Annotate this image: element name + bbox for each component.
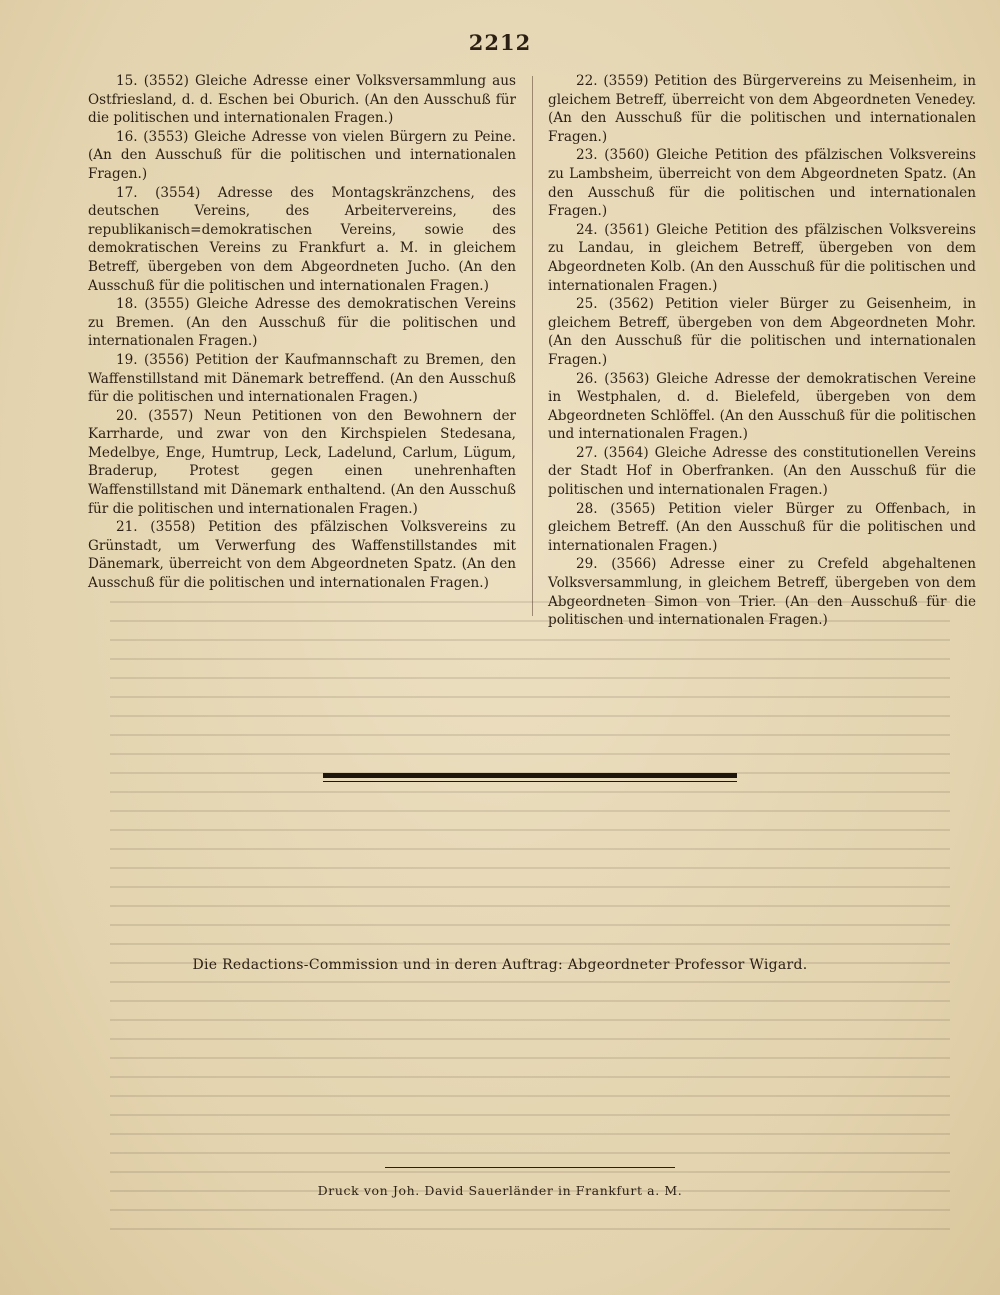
- separator-rule-thin: [323, 781, 737, 782]
- petition-entry: 26. (3563) Gleiche Adresse der demokratischen Vereine in Westphalen, d. d. Bielefeld, übergeben von dem Abgeordneten Schlöffel. (An den Ausschuß für die politischen und internationalen Fragen.): [548, 370, 976, 443]
- petition-entry: 22. (3559) Petition des Bürgervereins zu Meisenheim, in gleichem Betreff, überreicht von dem Abgeordneten Venedey. (An den Ausschuß für die politischen und internationalen Fragen.): [548, 73, 976, 145]
- petition-entry: 24. (3561) Gleiche Petition des pfälzischen Volksvereins zu Landau, in gleichem Betreff, übergeben von dem Abgeordneten Kolb. (An den Ausschuß für die politischen und internationalen Fragen.): [548, 221, 976, 294]
- page-number: 2212: [468, 30, 532, 55]
- petition-entry: 28. (3565) Petition vieler Bürger zu Offenbach, in gleichem Betreff. (An den Ausschuß für die politischen und internationalen Fragen.): [548, 500, 976, 554]
- petition-entry: 23. (3560) Gleiche Petition des pfälzischen Volksvereins zu Lambsheim, überreicht von dem Abgeordneten Spatz. (An den Ausschuß für die politischen und internationalen Fragen.): [548, 147, 976, 220]
- petition-entry: 21. (3558) Petition des pfälzischen Volksvereins zu Grünstadt, um Verwerfung des Waffenstillstandes mit Dänemark, überreicht von dem Abgeordneten Spatz. (An den Ausschuß für die politischen und internationalen Fragen.): [88, 519, 516, 592]
- right-column: [548, 72, 976, 630]
- show-through-texture: [110, 590, 950, 1230]
- printer-imprint: Druck von Joh. David Sauerländer in Frankfurt a. M.: [317, 1183, 683, 1198]
- column-divider: [532, 76, 533, 616]
- petition-entry: 29. (3566) Adresse einer zu Crefeld abgehaltenen Volksversammlung, in gleichem Betreff, übergeben von dem Abgeordneten Simon von Trier. (An den Ausschuß für die politischen und internationalen Fragen.): [548, 556, 976, 629]
- petition-entry: 16. (3553) Gleiche Adresse von vielen Bürgern zu Peine. (An den Ausschuß für die politischen und internationalen Fragen.): [88, 128, 516, 182]
- petition-entry: 18. (3555) Gleiche Adresse des demokratischen Vereins zu Bremen. (An den Ausschuß für die politischen und internationalen Fragen.): [88, 296, 516, 350]
- petition-entry: 15. (3552) Gleiche Adresse einer Volksversammlung aus Ostfriesland, d. d. Eschen bei Oburich. (An den Ausschuß für die politischen und internationalen Fragen.): [88, 73, 516, 127]
- petition-entry: 27. (3564) Gleiche Adresse des constitutionellen Vereins der Stadt Hof in Oberfranken. (An den Ausschuß für die politischen und internationalen Fragen.): [548, 444, 976, 499]
- petition-entry: 25. (3562) Petition vieler Bürger zu Geisenheim, in gleichem Betreff, übergeben von dem Abgeordneten Mohr. (An den Ausschuß für die politischen und internationalen Fragen.): [548, 296, 976, 368]
- separator-rule-thick: [323, 773, 737, 778]
- commission-credit-line: Die Redactions-Commission und in deren Auftrag: Abgeordneter Professor Wigard.: [192, 957, 808, 973]
- petition-entry: 17. (3554) Adresse des Montagskränzchens, des deutschen Vereins, des Arbeitervereins, des republikanisch=demokratischen Vereins, sowie des demokratischen Vereins zu Frankfurt a. M. in gleichem Betreff, übergeben von dem Abgeordneten Jucho. (An den Ausschuß für die politischen und internationalen Fragen.): [88, 184, 516, 294]
- printer-rule: [385, 1167, 675, 1168]
- left-column: [88, 72, 516, 593]
- petition-entry: 19. (3556) Petition der Kaufmannschaft zu Bremen, den Waffenstillstand mit Dänemark betreffend. (An den Ausschuß für die politischen und internationalen Fragen.): [88, 351, 516, 406]
- text-columns: [88, 72, 980, 632]
- petition-entry: 20. (3557) Neun Petitionen von den Bewohnern der Karrharde, und zwar von den Kirchspielen Stedesana, Medelbye, Enge, Humtrup, Leck, Ladelund, Carlum, Lügum, Braderup, Protest gegen einen unehrenhaften Waffenstillstand mit Dänemark enthaltend. (An den Ausschuß für die politischen und internationalen Fragen.): [88, 407, 516, 517]
